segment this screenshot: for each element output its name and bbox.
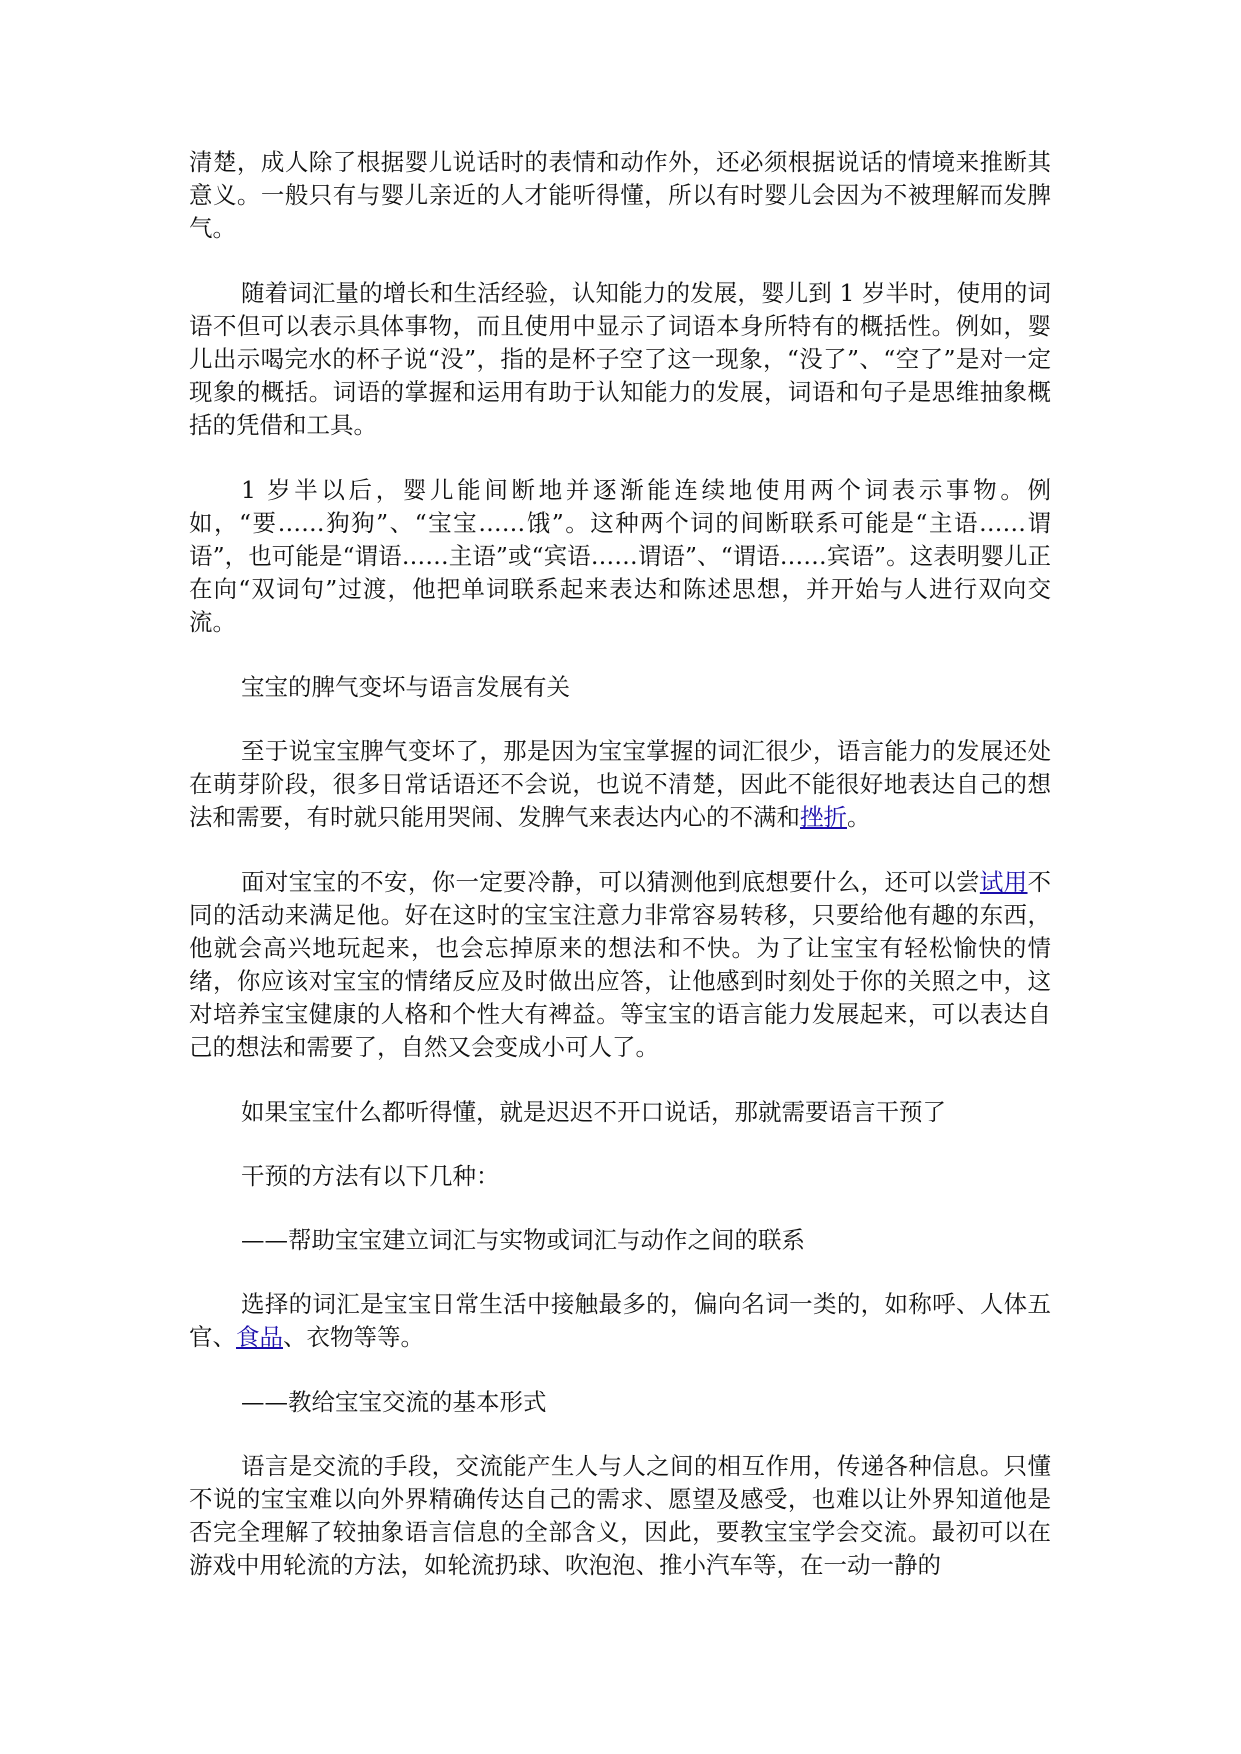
paragraph-two-word-stage: 1 岁半以后，婴儿能间断地并逐渐能连续地使用两个词表示事物。例如，“要……狗狗”、“宝宝……饿”。这种两个词的间断联系可能是“主语……谓语”，也可能是“谓语……主语”或“宾语……谓语”、“谓语……宾语”。这表明婴儿正在向“双词句”过渡，他把单词联系起来表达和陈述思想，并开始与人进行双向交流。	[189, 476, 1051, 636]
method-heading-vocabulary-link: ——帮助宝宝建立词汇与实物或词汇与动作之间的联系	[241, 1226, 805, 1254]
paragraph-vocabulary-growth: 随着词汇量的增长和生活经验，认知能力的发展，婴儿到 1 岁半时，使用的词语不但可以表示具体事物，而且使用中显示了词语本身所特有的概括性。例如，婴儿出示喝完水的杯子说“没”，指的是杯子空了这一现象，“没了”、“空了”是对一定现象的概括。词语的掌握和运用有助于认知能力的发展，词语和句子是思维抽象概括的凭借和工具。	[189, 279, 1051, 439]
method-heading-communication: ——教给宝宝交流的基本形式	[241, 1388, 547, 1416]
section-heading-temper: 宝宝的脾气变坏与语言发展有关	[241, 673, 570, 701]
paragraph-text: 、衣物等等。	[283, 1323, 424, 1351]
paragraph-communication: 语言是交流的手段，交流能产生人与人之间的相互作用，传递各种信息。只懂不说的宝宝难以向外界精确传达自己的需求、愿望及感受，也难以让外界知道他是否完全理解了较抽象语言信息的全部含义，因此，要教宝宝学会交流。最初可以在游戏中用轮流的方法，如轮流扔球、吹泡泡、推小汽车等，在一动一静的	[189, 1452, 1051, 1579]
paragraph-text: 至于说宝宝脾气变坏了，那是因为宝宝掌握的词汇很少，语言能力的发展还处在萌芽阶段，很多日常话语还不会说，也说不清楚，因此不能很好地表达自己的想法和需要，有时就只能用哭闹、发脾气来表达内心的不满和	[189, 737, 1051, 831]
link-shiyong[interactable]: 试用	[979, 868, 1028, 896]
paragraph-temper-reason	[189, 735, 1051, 834]
link-shipin[interactable]: 食品	[236, 1323, 283, 1351]
paragraph-continuation: 清楚，成人除了根据婴儿说话时的表情和动作外，还必须根据说话的情境来推断其意义。一般只有与婴儿亲近的人才能听得懂，所以有时婴儿会因为不被理解而发脾气。	[189, 148, 1051, 242]
paragraph-text: 。	[847, 803, 871, 831]
paragraph-text: 不同的活动来满足他。好在这时的宝宝注意力非常容易转移，只要给他有趣的东西，他就会高兴地玩起来，也会忘掉原来的想法和不快。为了让宝宝有轻松愉快的情绪，你应该对宝宝的情绪反应及时做出应答，让他感到时刻处于你的关照之中，这对培养宝宝健康的人格和个性大有裨益。等宝宝的语言能力发展起来，可以表达自己的想法和需要了，自然又会变成小可人了。	[189, 868, 1052, 1061]
paragraph-stay-calm	[189, 866, 1051, 1064]
section-heading-intervention-needed: 如果宝宝什么都听得懂，就是迟迟不开口说话，那就需要语言干预了	[241, 1098, 946, 1126]
paragraph-text: 面对宝宝的不安，你一定要冷静，可以猜测他到底想要什么，还可以尝	[241, 868, 980, 896]
link-cuozhe[interactable]: 挫折	[800, 803, 847, 831]
section-heading-methods: 干预的方法有以下几种：	[241, 1162, 500, 1190]
paragraph-word-choice	[189, 1288, 1051, 1354]
document-body	[189, 146, 1051, 1614]
paragraph-text: 选择的词汇是宝宝日常生活中接触最多的，偏向名词一类的，如称呼、人体五官、	[189, 1290, 1051, 1351]
